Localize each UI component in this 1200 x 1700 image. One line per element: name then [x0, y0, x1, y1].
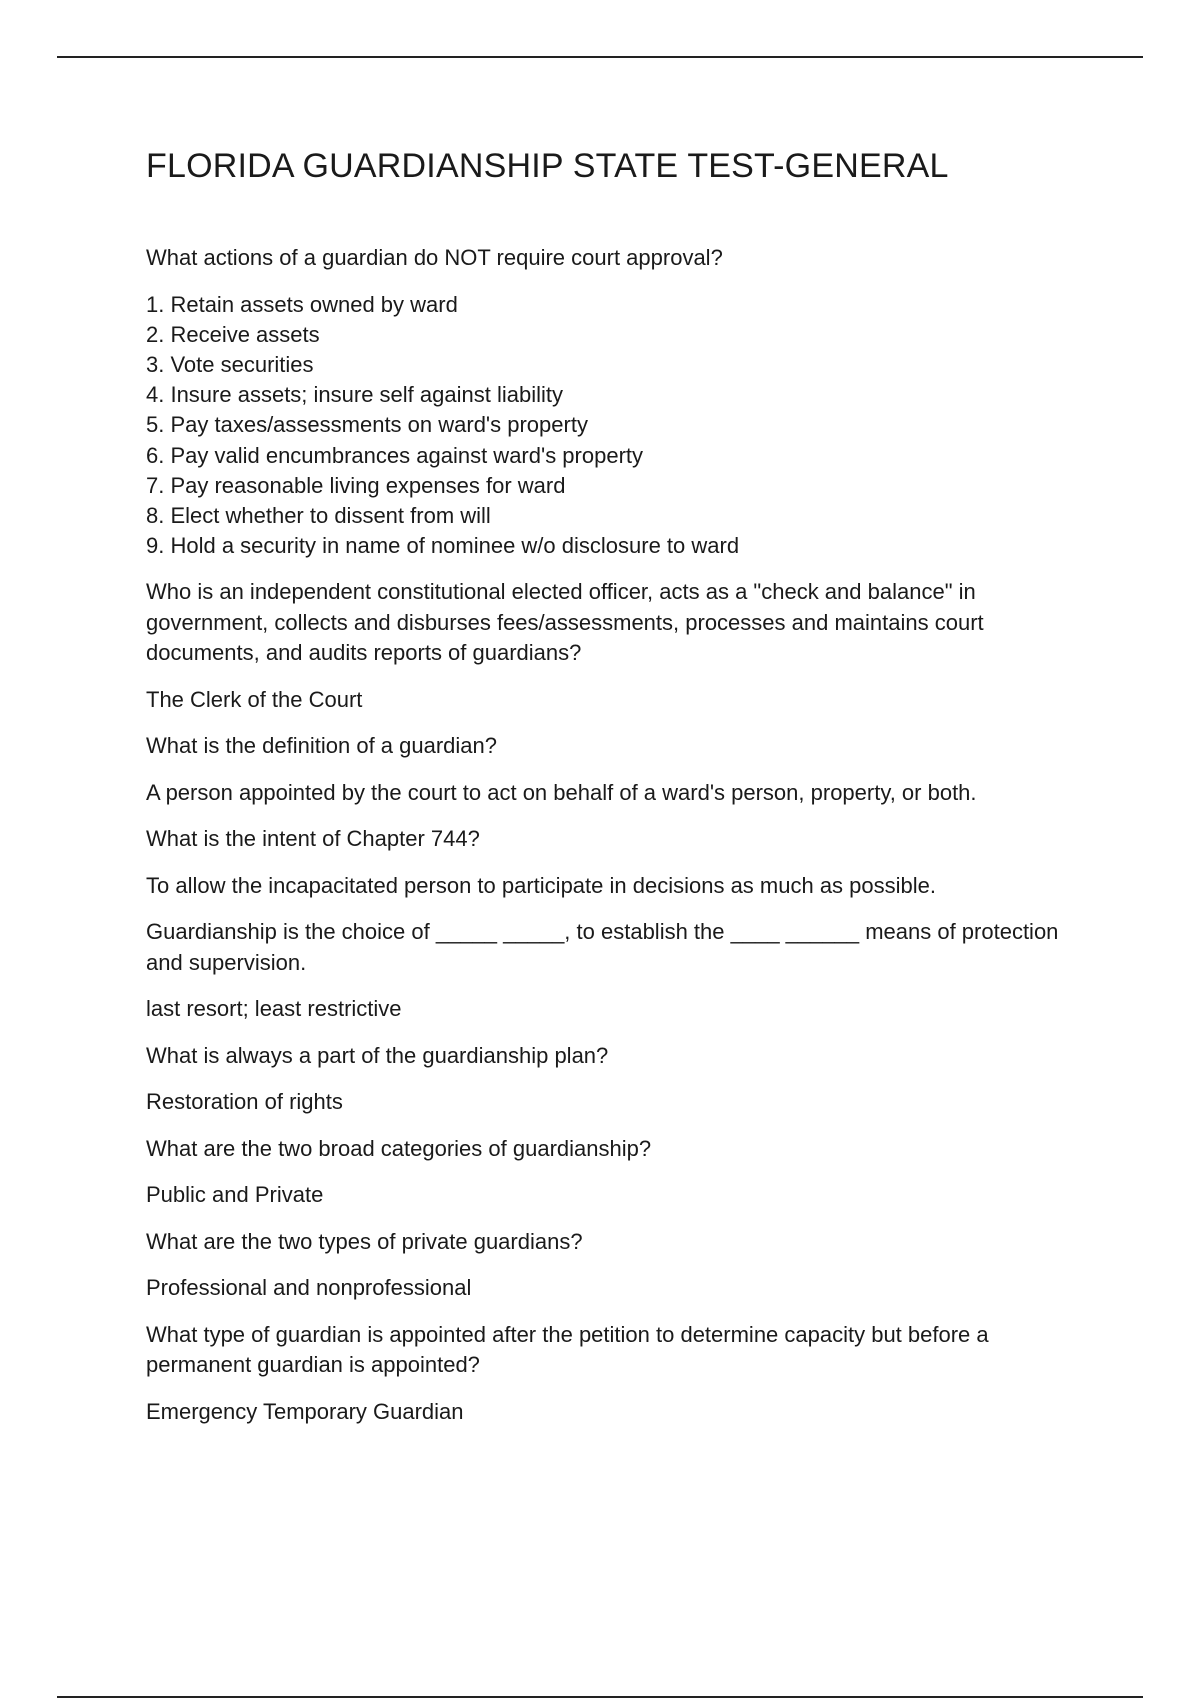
list-item: 1. Retain assets owned by ward [146, 291, 458, 317]
question-6: What is always a part of the guardianship plan? [146, 1042, 609, 1068]
answer-6: Restoration of rights [146, 1089, 343, 1115]
answer-9: Emergency Temporary Guardian [146, 1398, 464, 1424]
document-body [146, 140, 1086, 1443]
list-item: 7. Pay reasonable living expenses for ward [146, 472, 566, 498]
bottom-divider [57, 1696, 1143, 1698]
question-9: What type of guardian is appointed after the petition to determine capacity but before a permanent guardian is appointed? [146, 1321, 989, 1378]
answer-1-list [146, 290, 1086, 562]
question-4: What is the intent of Chapter 744? [146, 826, 480, 852]
question-1: What actions of a guardian do NOT require court approval? [146, 245, 723, 270]
top-divider [57, 56, 1143, 58]
list-item: 5. Pay taxes/assessments on ward's property [146, 412, 588, 438]
answer-4: To allow the incapacitated person to participate in decisions as much as possible. [146, 872, 937, 898]
question-3: What is the definition of a guardian? [146, 733, 498, 759]
list-item: 6. Pay valid encumbrances against ward's property [146, 442, 644, 468]
qa-list [146, 243, 1086, 1427]
list-item: 3. Vote securities [146, 351, 314, 377]
list-item: 8. Elect whether to dissent from will [146, 502, 491, 528]
answer-3: A person appointed by the court to act on behalf of a ward's person, property, or both. [146, 779, 977, 805]
answer-8: Professional and nonprofessional [146, 1275, 472, 1301]
list-item: 9. Hold a security in name of nominee w/o disclosure to ward [146, 533, 740, 559]
question-5: Guardianship is the choice of _____ _____, to establish the ____ ______ means of protection and supervision. [146, 919, 1059, 975]
question-2: Who is an independent constitutional elected officer, acts as a "check and balance" in government, collects and disburses fees/assessments, processes and maintains court documents, and audits reports of guardians? [146, 579, 984, 666]
list-item: 2. Receive assets [146, 321, 320, 347]
list-item: 4. Insure assets; insure self against liability [146, 382, 563, 408]
question-8: What are the two types of private guardians? [146, 1228, 583, 1254]
document-title: FLORIDA GUARDIANSHIP STATE TEST-GENERAL [146, 147, 949, 185]
answer-7: Public and Private [146, 1182, 324, 1208]
question-7: What are the two broad categories of guardianship? [146, 1135, 652, 1161]
answer-5: last resort; least restrictive [146, 996, 402, 1022]
answer-2: The Clerk of the Court [146, 686, 363, 712]
